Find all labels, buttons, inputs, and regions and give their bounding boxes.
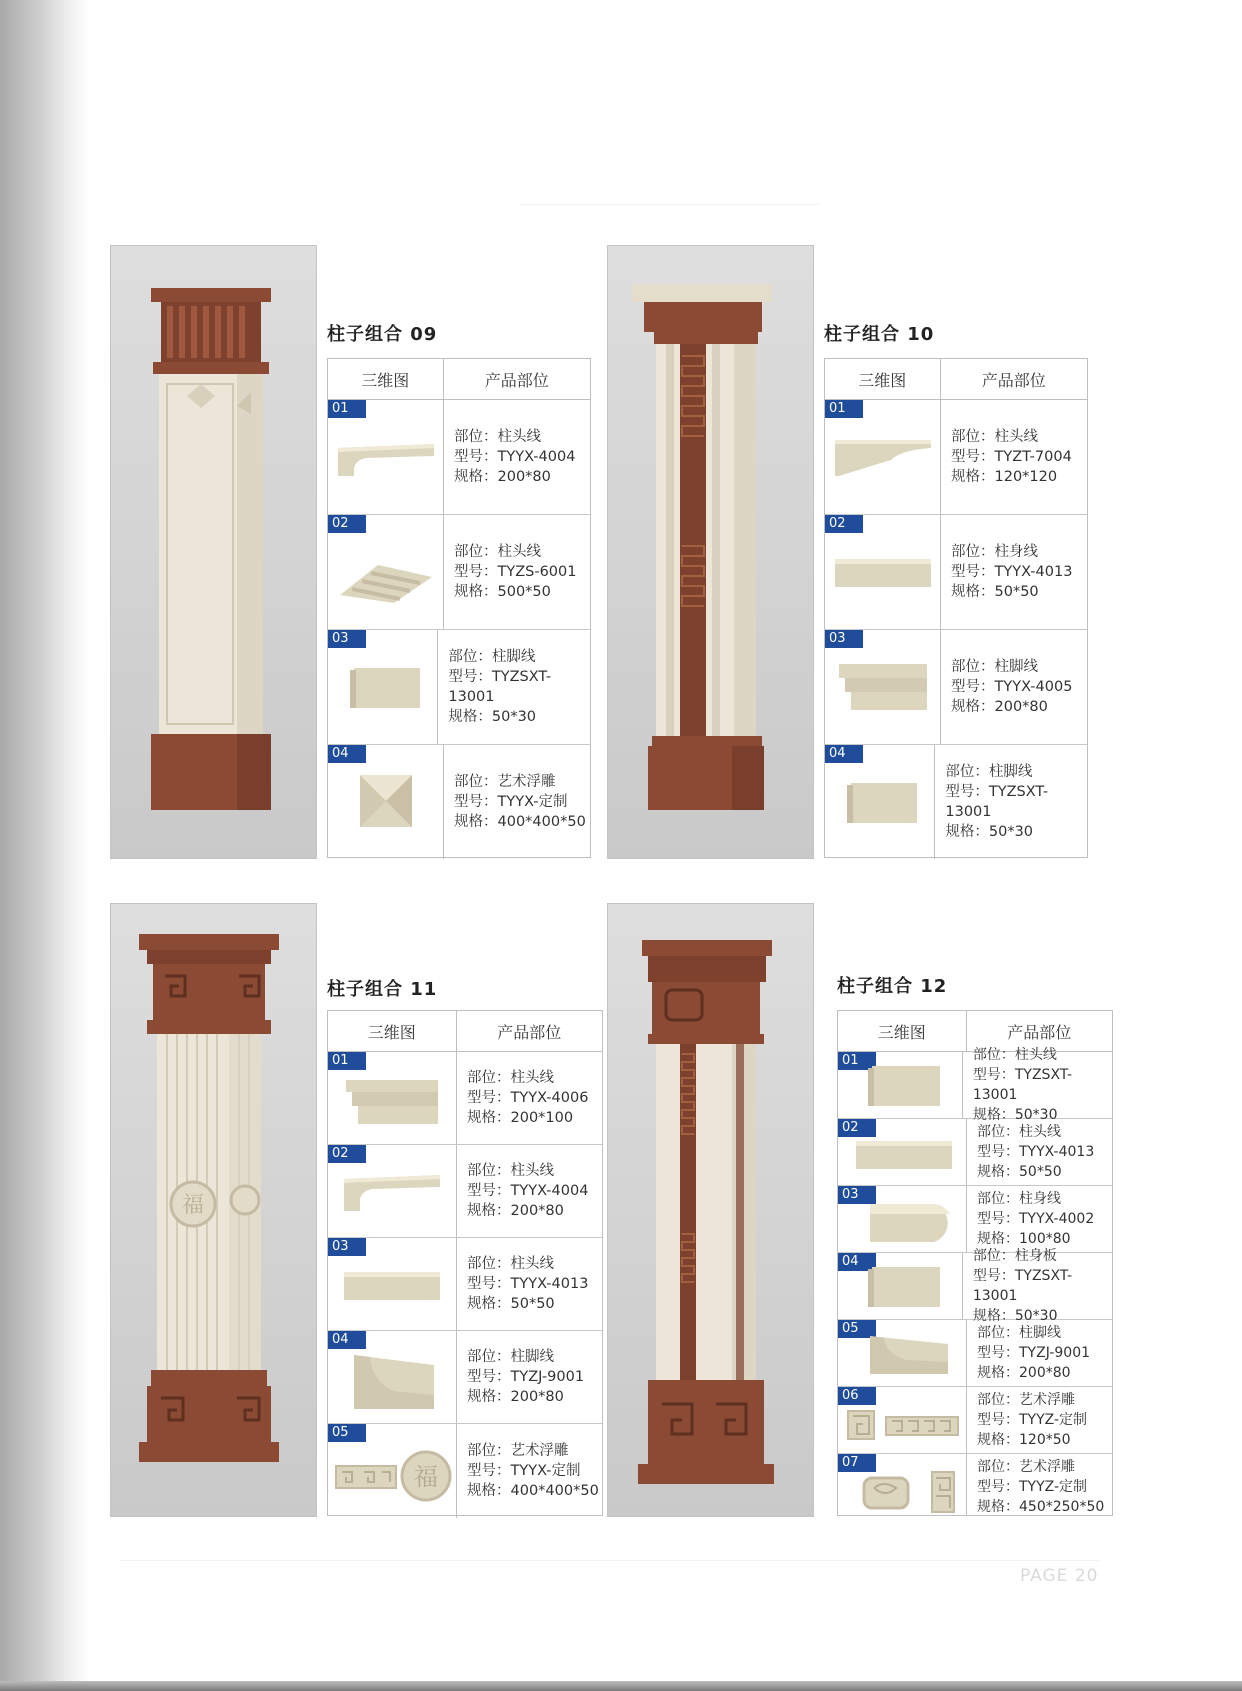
- spec-label: 规格：50*50: [951, 584, 1039, 600]
- model-label: 型号：TYZJ-9001: [467, 1369, 585, 1385]
- part-label: 部位：柱脚线: [977, 1325, 1061, 1341]
- model-label: 型号：TYZSXT-13001: [972, 1067, 1073, 1103]
- pillar-10-icon: [608, 246, 813, 858]
- flat-block-icon: [348, 664, 422, 710]
- flat-bar-icon: [342, 1268, 442, 1304]
- pyramid-relief-icon: [358, 773, 414, 829]
- header-product-part: 产品部位: [981, 370, 1046, 390]
- part-label: 部位：柱身线: [977, 1191, 1061, 1207]
- flat-block-icon: [845, 779, 919, 825]
- row-number-badge: 01: [328, 400, 366, 418]
- model-label: 型号：TYYX-4005: [951, 679, 1073, 695]
- pillar-render-11: [110, 903, 317, 1517]
- combo-title-11: 柱子组合 11: [327, 979, 438, 1000]
- row-number-badge: 02: [825, 515, 863, 533]
- model-label: 型号：TYYX-定制: [454, 794, 568, 810]
- part-label: 部位：柱身板: [972, 1248, 1057, 1264]
- model-label: 型号：TYYX-4013: [951, 564, 1073, 580]
- model-label: 型号：TYYX-4002: [977, 1211, 1095, 1227]
- model-label: 型号：TYYX-4013: [977, 1144, 1095, 1160]
- bottom-edge: [0, 1681, 1242, 1691]
- spec-label: 规格：50*30: [972, 1308, 1058, 1324]
- part-label: 部位：艺术浮雕: [977, 1459, 1075, 1475]
- table-row: [328, 1331, 602, 1424]
- spec-label: 规格：120*50: [977, 1432, 1071, 1448]
- fu-relief-icon: [334, 1448, 452, 1504]
- part-label: 部位：柱头线: [454, 544, 541, 560]
- svg-text:福: 福: [414, 1463, 438, 1491]
- part-label: 部位：柱头线: [454, 429, 541, 445]
- table-row: [328, 400, 590, 515]
- model-label: 型号：TYYX-4004: [467, 1183, 589, 1199]
- spec-label: 规格：200*80: [951, 699, 1048, 715]
- model-label: 型号：TYZSXT-13001: [448, 669, 552, 705]
- part-label: 部位：柱头线: [977, 1124, 1061, 1140]
- header-product-part: 产品部位: [1007, 1022, 1072, 1042]
- base-molding-icon: [866, 1332, 952, 1378]
- table-row: [838, 1047, 1112, 1123]
- part-label: 部位：柱头线: [467, 1163, 554, 1179]
- row-number-badge: 03: [825, 630, 863, 648]
- spec-label: 规格：200*80: [467, 1203, 564, 1219]
- row-number-badge: 05: [328, 1424, 366, 1442]
- pillar-render-10: [607, 245, 814, 859]
- table-row: [825, 630, 1087, 745]
- combo-title-10: 柱子组合 10: [824, 324, 935, 345]
- spec-label: 规格：400*400*50: [454, 814, 586, 830]
- stepped-molding-icon: [835, 660, 931, 716]
- page-edge-shadow: [0, 0, 90, 1691]
- table-row: [328, 1424, 602, 1518]
- combo-table-12: [837, 1010, 1113, 1516]
- part-label: 部位：柱身线: [951, 544, 1038, 560]
- table-row: [825, 400, 1087, 515]
- part-label: 部位：柱头线: [467, 1256, 554, 1272]
- base-molding-icon: [350, 1351, 438, 1413]
- model-label: 型号：TYYX-4006: [467, 1090, 589, 1106]
- row-number-badge: 05: [838, 1320, 876, 1338]
- spec-label: 规格：50*50: [467, 1296, 555, 1312]
- cornice-molding-icon: [831, 436, 935, 480]
- fluted-panel-icon: [338, 555, 434, 605]
- pillar-12-icon: [608, 904, 813, 1516]
- molding-profile-icon: [336, 438, 436, 480]
- combo-table-10: [824, 358, 1088, 858]
- model-label: 型号：TYYZ-定制: [977, 1412, 1088, 1428]
- spec-label: 规格：50*30: [945, 824, 1034, 840]
- spec-label: 规格：50*50: [977, 1164, 1062, 1180]
- header-3d-view: 三维图: [328, 359, 444, 399]
- flat-bar-icon: [854, 1137, 954, 1173]
- model-label: 型号：TYYZ-定制: [977, 1479, 1088, 1495]
- header-product-part: 产品部位: [484, 370, 549, 390]
- header-3d-view: 三维图: [838, 1011, 967, 1051]
- spec-label: 规格：200*80: [977, 1365, 1071, 1381]
- part-label: 部位：艺术浮雕: [454, 774, 556, 790]
- table-row: [328, 1238, 602, 1331]
- model-label: 型号：TYYX-定制: [467, 1463, 581, 1479]
- fret-relief-icon: [846, 1407, 962, 1443]
- combo-table-11: [327, 1010, 603, 1516]
- spec-label: 规格：200*80: [467, 1389, 564, 1405]
- model-label: 型号：TYZSXT-13001: [945, 784, 1049, 820]
- row-number-badge: 03: [328, 1238, 366, 1256]
- model-label: 型号：TYZJ-9001: [977, 1345, 1091, 1361]
- model-label: 型号：TYZSXT-13001: [972, 1268, 1073, 1304]
- spec-label: 规格：400*400*50: [467, 1483, 599, 1499]
- row-number-badge: 07: [838, 1454, 876, 1472]
- stepped-molding-icon: [342, 1076, 442, 1130]
- row-number-badge: 02: [838, 1119, 876, 1137]
- combo-table-09: [327, 358, 591, 858]
- table-row: [328, 515, 590, 630]
- flat-bar-icon: [833, 555, 933, 591]
- table-row: [838, 1248, 1112, 1324]
- row-number-badge: 01: [825, 400, 863, 418]
- flat-block-icon: [866, 1064, 942, 1108]
- table-row: [825, 515, 1087, 630]
- part-label: 部位：柱脚线: [467, 1349, 554, 1365]
- footer-divider: [120, 1560, 1100, 1561]
- part-label: 部位：艺术浮雕: [467, 1443, 569, 1459]
- header-divider: [520, 204, 820, 205]
- combo-title-12: 柱子组合 12: [837, 976, 948, 997]
- row-number-badge: 03: [328, 630, 366, 648]
- model-label: 型号：TYZT-7004: [951, 449, 1072, 465]
- table-row: [838, 1186, 1112, 1253]
- row-number-badge: 04: [328, 1331, 366, 1349]
- model-label: 型号：TYYX-4013: [467, 1276, 589, 1292]
- part-label: 部位：柱脚线: [448, 649, 536, 665]
- row-number-badge: 03: [838, 1186, 876, 1204]
- bullnose-molding-icon: [866, 1200, 952, 1244]
- model-label: 型号：TYZS-6001: [454, 564, 577, 580]
- spec-label: 规格：100*80: [977, 1231, 1071, 1247]
- row-number-badge: 04: [328, 745, 366, 763]
- row-number-badge: 01: [838, 1052, 876, 1070]
- table-header: [825, 359, 1087, 400]
- header-3d-view: 三维图: [825, 359, 941, 399]
- header-product-part: 产品部位: [497, 1022, 562, 1042]
- combo-title-09: 柱子组合 09: [327, 324, 438, 345]
- table-header: [328, 1011, 602, 1052]
- table-row: [328, 1052, 602, 1145]
- page-number: PAGE 20: [1020, 1566, 1099, 1586]
- flat-block-icon: [866, 1265, 942, 1309]
- table-row: [825, 745, 1087, 859]
- spec-label: 规格：500*50: [454, 584, 551, 600]
- pillar-09-icon: [111, 246, 316, 858]
- spec-label: 规格：120*120: [951, 469, 1058, 485]
- spec-label: 规格：450*250*50: [977, 1499, 1105, 1515]
- part-label: 部位：艺术浮雕: [977, 1392, 1075, 1408]
- spec-label: 规格：200*100: [467, 1110, 574, 1126]
- spec-label: 规格：200*80: [454, 469, 551, 485]
- svg-text:福: 福: [181, 1193, 205, 1218]
- row-number-badge: 04: [825, 745, 863, 763]
- part-label: 部位：柱脚线: [951, 659, 1038, 675]
- spec-label: 规格：50*30: [972, 1107, 1058, 1123]
- table-row: [838, 1119, 1112, 1186]
- molding-profile-icon: [342, 1169, 442, 1217]
- row-number-badge: 02: [328, 515, 366, 533]
- scroll-relief-icon: [862, 1470, 958, 1514]
- part-label: 部位：柱脚线: [945, 764, 1033, 780]
- table-row: [328, 630, 590, 745]
- table-row: [838, 1387, 1112, 1454]
- part-label: 部位：柱头线: [467, 1070, 554, 1086]
- pillar-render-12: [607, 903, 814, 1517]
- pillar-11-icon: [111, 904, 316, 1516]
- header-3d-view: 三维图: [328, 1011, 457, 1051]
- row-number-badge: 02: [328, 1145, 366, 1163]
- part-label: 部位：柱头线: [951, 429, 1038, 445]
- pillar-render-09: [110, 245, 317, 859]
- row-number-badge: 01: [328, 1052, 366, 1070]
- table-header: [328, 359, 590, 400]
- row-number-badge: 06: [838, 1387, 876, 1405]
- part-label: 部位：柱头线: [972, 1047, 1057, 1063]
- model-label: 型号：TYYX-4004: [454, 449, 576, 465]
- table-row: [838, 1454, 1112, 1516]
- spec-label: 规格：50*30: [448, 709, 537, 725]
- row-number-badge: 04: [838, 1253, 876, 1271]
- table-row: [838, 1320, 1112, 1387]
- table-row: [328, 1145, 602, 1238]
- table-row: [328, 745, 590, 859]
